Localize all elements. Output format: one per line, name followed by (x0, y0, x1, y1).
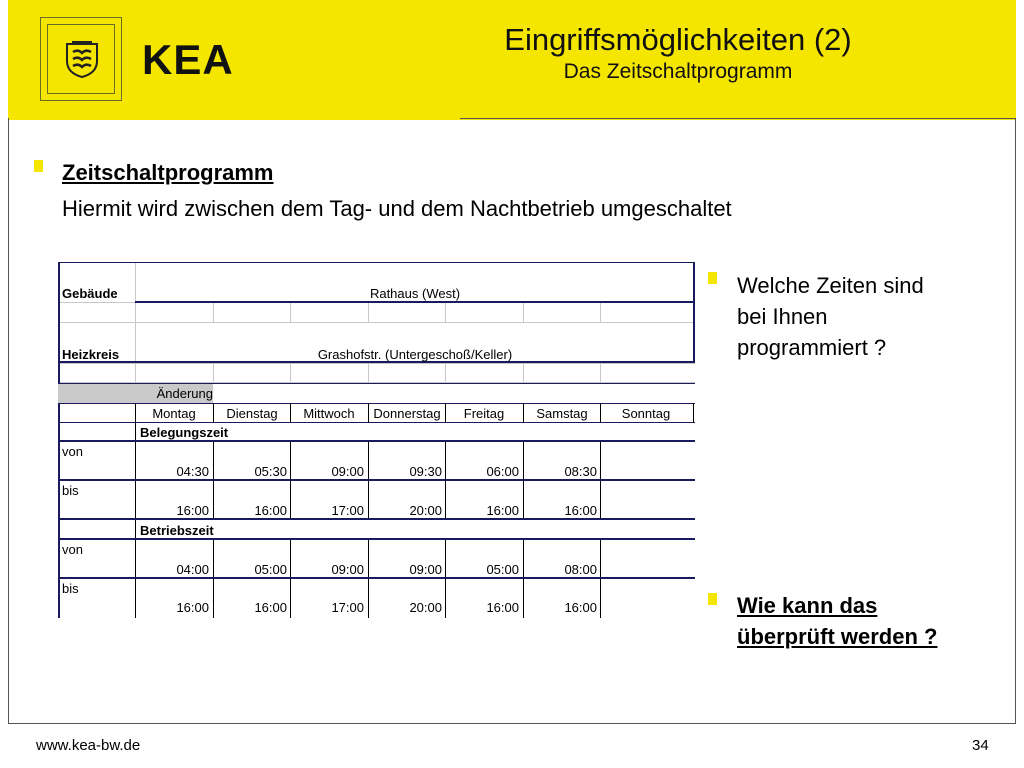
day-header: Freitag (463, 406, 505, 421)
question-1-line: bei Ihnen (737, 304, 828, 329)
header-bar (8, 0, 1016, 120)
time-cell: 09:00 (331, 464, 364, 479)
footer-url: www.kea-bw.de (36, 737, 141, 754)
time-cell: 06:00 (486, 464, 519, 479)
building-label: Gebäude (62, 286, 118, 301)
schedule-table (58, 262, 695, 618)
coat-of-arms-icon (64, 41, 100, 79)
time-cell: 04:30 (176, 464, 209, 479)
day-header: Donnerstag (373, 406, 441, 421)
section-heading: Zeitschaltprogramm (62, 160, 274, 185)
time-cell: 16:00 (176, 600, 209, 615)
page-title: Eingriffsmöglichkeiten (2) (504, 22, 852, 57)
bullet-icon (708, 593, 717, 605)
question-1-line: Welche Zeiten sind (737, 273, 924, 298)
time-cell: 16:00 (176, 503, 209, 518)
time-cell: 16:00 (254, 600, 287, 615)
time-cell: 16:00 (564, 503, 597, 518)
time-cell: 05:30 (254, 464, 287, 479)
time-cell: 17:00 (331, 600, 364, 615)
to-label: bis (62, 581, 79, 596)
to-label: bis (62, 483, 79, 498)
day-header: Dienstag (226, 406, 278, 421)
time-cell: 04:00 (176, 562, 209, 577)
time-cell: 09:30 (409, 464, 442, 479)
time-cell: 17:00 (331, 503, 364, 518)
operation-label: Betriebszeit (140, 523, 214, 538)
occupancy-label: Belegungszeit (140, 425, 229, 440)
intro-text: Hiermit wird zwischen dem Tag- und dem Nachtbetrieb umgeschaltet (62, 196, 732, 221)
frame-divider (460, 118, 1015, 119)
day-header: Sonntag (621, 406, 671, 421)
circuit-label: Heizkreis (62, 347, 120, 362)
time-cell: 20:00 (409, 503, 442, 518)
time-cell: 09:00 (409, 562, 442, 577)
day-header: Montag (152, 406, 196, 421)
logo-text: KEA (142, 36, 234, 83)
bullet-icon (34, 160, 43, 172)
question-2 (737, 590, 987, 652)
time-cell: 16:00 (564, 600, 597, 615)
building-value: Rathaus (West) (369, 286, 461, 301)
time-cell: 05:00 (486, 562, 519, 577)
time-cell: 16:00 (254, 503, 287, 518)
from-label: von (62, 542, 83, 557)
day-header: Samstag (536, 406, 588, 421)
question-2-line: überprüft werden ? (737, 624, 938, 649)
bullet-icon (708, 272, 717, 284)
time-cell: 16:00 (486, 600, 519, 615)
question-1-line: programmiert ? (737, 335, 887, 360)
circuit-value: Grashofstr. (Untergeschoß/Keller) (317, 347, 513, 362)
time-cell: 05:00 (254, 562, 287, 577)
page-number: 34 (972, 737, 989, 754)
from-label: von (62, 444, 83, 459)
question-2-line: Wie kann das (737, 593, 878, 618)
time-cell: 08:30 (564, 464, 597, 479)
time-cell: 09:00 (331, 562, 364, 577)
question-1 (737, 270, 987, 363)
time-cell: 20:00 (409, 600, 442, 615)
day-header: Mittwoch (303, 406, 355, 421)
page-subtitle: Das Zeitschaltprogramm (563, 60, 793, 83)
change-label: Änderung (156, 386, 213, 401)
time-cell: 08:00 (564, 562, 597, 577)
time-cell: 16:00 (486, 503, 519, 518)
